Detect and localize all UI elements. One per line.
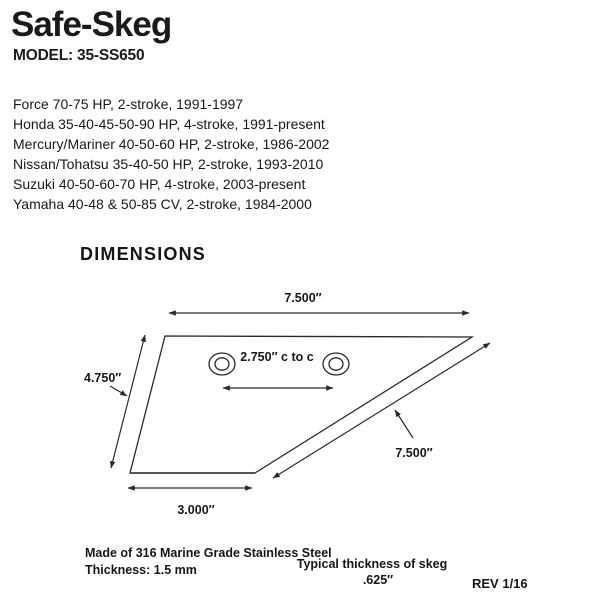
typical-thickness-label: Typical thickness of skeg <box>296 557 448 571</box>
dim-label-left-height: 4.750″ <box>84 371 122 385</box>
thickness-note: Thickness: 1.5 mm <box>85 563 197 577</box>
compatibility-item: Nissan/Tohatsu 35-40-50 HP, 2-stroke, 1993-2010 <box>13 156 324 172</box>
dim-label-diagonal: 7.500″ <box>395 446 433 460</box>
dim-label-hole-spacing: 2.750″ c to c <box>240 350 314 364</box>
dim-line-left-height <box>111 335 145 468</box>
page-title: Safe-Skeg <box>11 5 172 44</box>
leader-left-height <box>110 386 127 396</box>
compatibility-item: Mercury/Mariner 40-50-60 HP, 2-stroke, 1986-2002 <box>13 136 330 152</box>
dim-label-top-width: 7.500″ <box>284 291 322 305</box>
compatibility-item: Suzuki 40-50-60-70 HP, 4-stroke, 2003-present <box>13 176 306 192</box>
dim-label-bottom-width: 3.000″ <box>177 503 215 517</box>
revision-label: REV 1/16 <box>472 576 528 591</box>
mounting-hole-left-outer <box>209 353 235 375</box>
compatibility-item: Force 70-75 HP, 2-stroke, 1991-1997 <box>13 96 244 112</box>
leader-diagonal <box>395 410 413 438</box>
compatibility-item: Yamaha 40-48 & 50-85 CV, 2-stroke, 1984-2000 <box>13 196 312 212</box>
dimensions-heading: DIMENSIONS <box>80 244 207 264</box>
mounting-hole-right-outer <box>323 353 349 375</box>
mounting-hole-right-inner <box>329 358 343 370</box>
compatibility-item: Honda 35-40-45-50-90 HP, 4-stroke, 1991-present <box>13 116 325 132</box>
material-note: Made of 316 Marine Grade Stainless Steel <box>85 546 332 560</box>
model-number: MODEL: 35-SS650 <box>13 47 145 64</box>
typical-thickness-value: .625″ <box>362 573 394 587</box>
mounting-hole-left-inner <box>215 358 229 370</box>
